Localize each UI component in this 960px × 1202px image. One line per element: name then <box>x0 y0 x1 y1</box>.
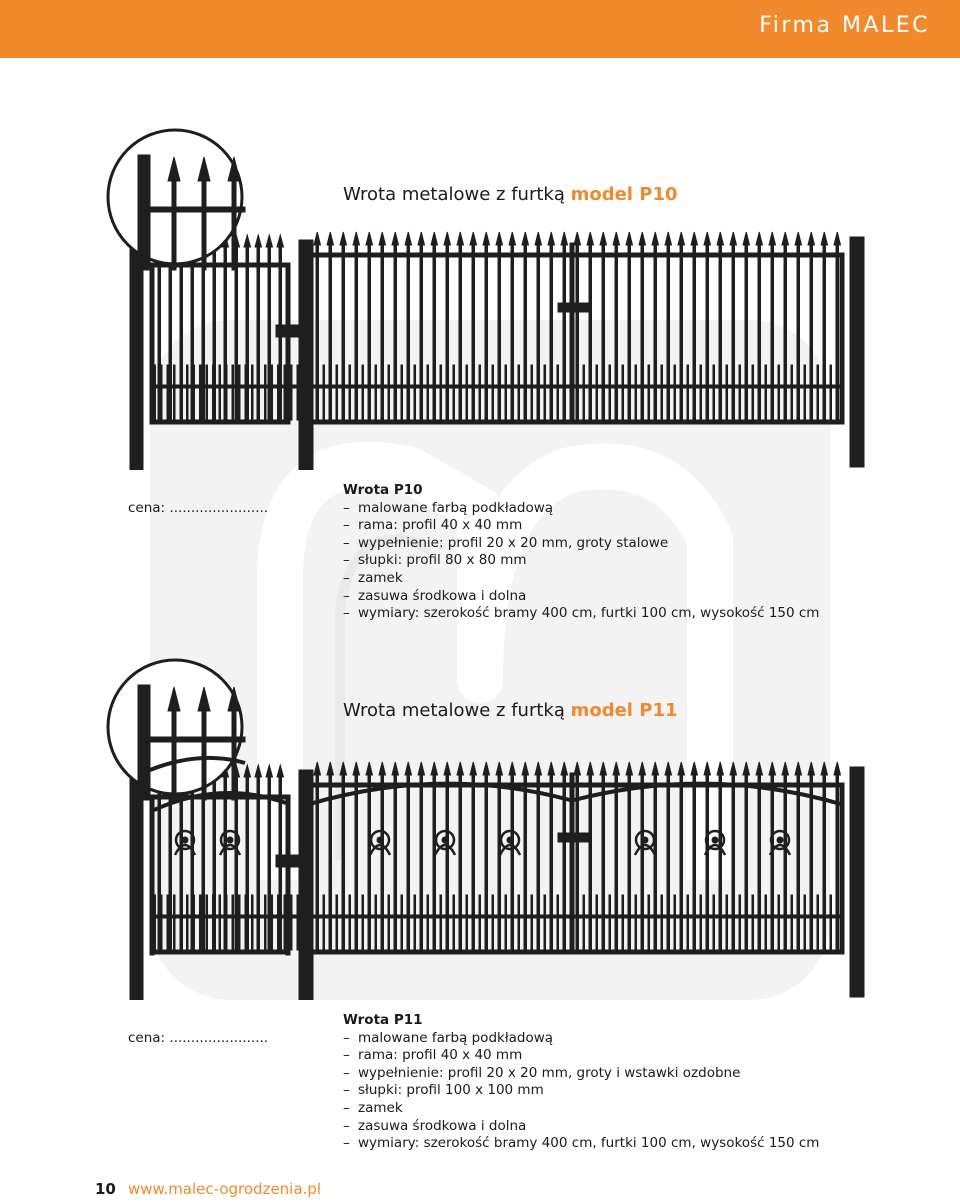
company-name: Firma MALEC <box>759 13 930 38</box>
spec-item: – malowane farbą podkładową <box>343 1029 554 1046</box>
website-url: www.malec-ogrodzenia.pl <box>128 1180 321 1198</box>
spec-item: – wymiary: szerokość bramy 400 cm, furtki 100 cm, wysokość 150 cm <box>343 605 820 622</box>
product-name: Wrota P11 <box>343 1012 423 1028</box>
spec-item: – rama: profil 40 x 40 mm <box>343 1047 523 1064</box>
model-name: model P11 <box>570 700 678 721</box>
spec-item: – wypełnienie: profil 20 x 20 mm, groty i wstawki ozdobne <box>343 1064 741 1081</box>
product-title-p10: Wrota metalowe z furtką model P10 <box>343 184 678 205</box>
price-label: cena: ....................... <box>128 500 269 516</box>
price-label: cena: ....................... <box>128 1030 269 1046</box>
page-header <box>0 0 960 58</box>
spec-item: – zamek <box>343 569 403 586</box>
gate-p10-image <box>100 125 870 470</box>
spec-list-p10 <box>343 482 819 623</box>
page-number: 10 <box>95 1180 116 1198</box>
spec-item: – wypełnienie: profil 20 x 20 mm, groty stalowe <box>343 534 669 551</box>
spec-item: – wymiary: szerokość bramy 400 cm, furtki 100 cm, wysokość 150 cm <box>343 1135 820 1152</box>
spec-item: – malowane farbą podkładową <box>343 499 554 516</box>
spec-item: – rama: profil 40 x 40 mm <box>343 517 523 534</box>
gate-p11-image <box>100 655 870 1000</box>
spec-item: – zasuwa środkowa i dolna <box>343 1117 527 1134</box>
model-name: model P10 <box>570 184 678 205</box>
spec-item: – zamek <box>343 1099 403 1116</box>
product-title-p11: Wrota metalowe z furtką model P11 <box>343 700 678 721</box>
product-name: Wrota P10 <box>343 482 423 498</box>
spec-list-p11 <box>343 1012 819 1153</box>
spec-item: – słupki: profil 100 x 100 mm <box>343 1082 544 1099</box>
spec-item: – zasuwa środkowa i dolna <box>343 587 527 604</box>
spec-item: – słupki: profil 80 x 80 mm <box>343 552 527 569</box>
